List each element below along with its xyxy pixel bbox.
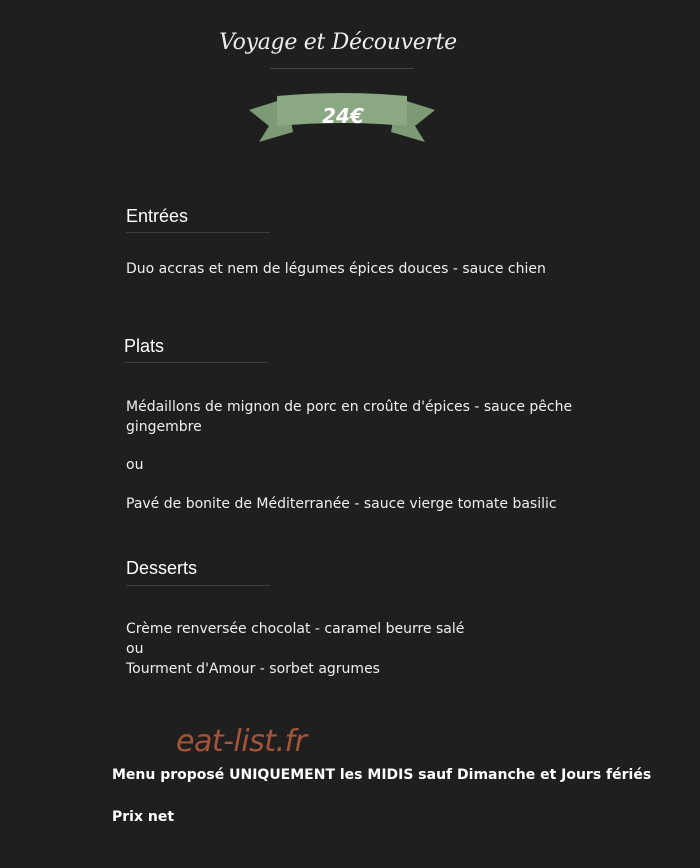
watermark: eat-list.fr bbox=[176, 724, 307, 759]
menu-item: Duo accras et nem de légumes épices douces - sauce chien bbox=[126, 261, 546, 277]
price-ribbon bbox=[247, 92, 437, 144]
menu-title: Voyage et Découverte bbox=[219, 30, 457, 55]
menu-item-separator: ou bbox=[126, 457, 144, 473]
menu-item: Tourment d'Amour - sorbet agrumes bbox=[126, 661, 380, 677]
section-divider-plats bbox=[124, 362, 268, 363]
menu-item: Médaillons de mignon de porc en croûte d'épices - sauce pêche gingembre bbox=[126, 399, 573, 435]
section-title-desserts: Desserts bbox=[126, 558, 198, 578]
menu-item-separator: ou bbox=[126, 641, 144, 657]
section-divider-entrees bbox=[126, 232, 270, 233]
section-title-entrees: Entrées bbox=[126, 206, 189, 226]
availability-note: Menu proposé UNIQUEMENT les MIDIS sauf Dimanche et Jours fériés bbox=[112, 767, 652, 783]
price-note: Prix net bbox=[112, 809, 175, 825]
section-divider-desserts bbox=[126, 585, 270, 586]
title-divider bbox=[270, 68, 414, 69]
menu-item: Pavé de bonite de Méditerranée - sauce vierge tomate basilic bbox=[126, 496, 557, 512]
menu-item: Crème renversée chocolat - caramel beurre salé bbox=[126, 621, 465, 637]
section-title-plats: Plats bbox=[124, 336, 165, 356]
price-label: 24€ bbox=[322, 104, 364, 128]
